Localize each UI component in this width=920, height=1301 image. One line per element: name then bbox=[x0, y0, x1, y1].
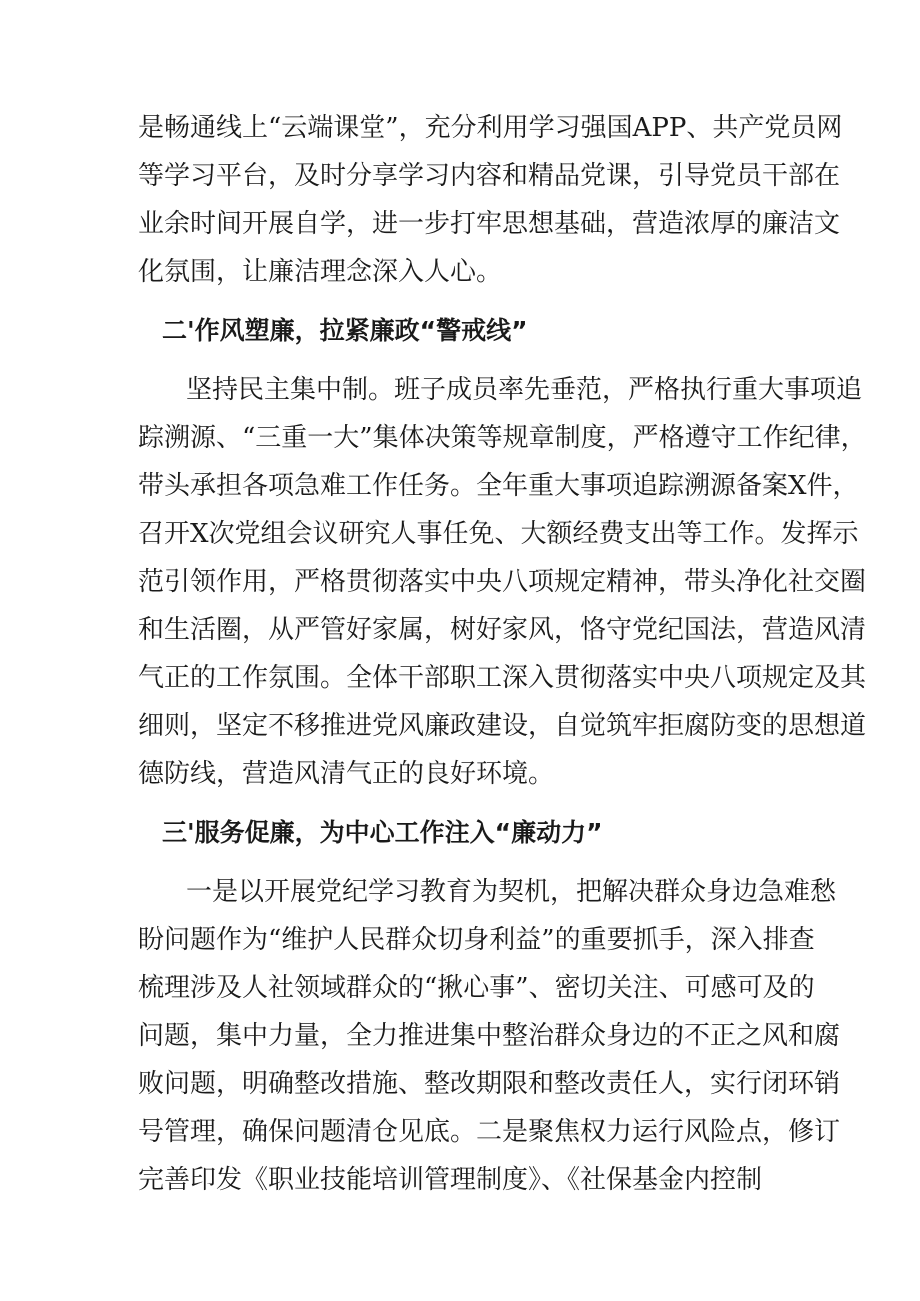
paragraph-line: 带头承担各项急难工作任务。全年重大事项追踪溯源备案X件， bbox=[138, 471, 859, 501]
paragraph-line: 范引领作用，严格贯彻落实中央八项规定精神，带头净化社交圈 bbox=[138, 567, 867, 597]
paragraph-line: 和生活圈，从严管好家属，树好家风，恪守党纪国法，营造风清 bbox=[138, 615, 867, 645]
paragraph-line: 盼问题作为“维护人民群众切身利益”的重要抓手，深入排查 bbox=[138, 925, 815, 955]
paragraph-1 bbox=[138, 104, 843, 296]
paragraph-line: 完善印发《职业技能培训管理制度》、《社保基金内控制 bbox=[138, 1165, 763, 1195]
paragraph-line: 召开X次党组会议研究人事任免、大额经费支出等工作。发挥示 bbox=[138, 519, 859, 549]
paragraph-line: 气正的工作氛围。全体干部职工深入贯彻落实中央八项规定及其 bbox=[138, 663, 867, 693]
paragraph-line: 踪溯源、“三重一大”集体决策等规章制度，严格遵守工作纪律， bbox=[138, 423, 867, 453]
paragraph-line: 问题，集中力量，全力推进集中整治群众身边的不正之风和腐 bbox=[138, 1021, 841, 1051]
paragraph-line: 梳理涉及人社领域群众的“揪心事”、密切关注、可感可及的 bbox=[138, 973, 815, 1003]
paragraph-2 bbox=[138, 366, 867, 798]
paragraph-line: 号管理，确保问题清仓见底。二是聚焦权力运行风险点，修订 bbox=[138, 1117, 841, 1147]
document-body bbox=[138, 104, 867, 1204]
section-heading-2: 二'作风塑廉，拉紧廉政“警戒线” bbox=[162, 316, 528, 345]
paragraph-line: 德防线，营造风清气正的良好环境。 bbox=[138, 759, 555, 789]
paragraph-line: 是畅通线上“云端课堂”，充分利用学习强国APP、共产党员网 bbox=[138, 113, 843, 143]
paragraph-line: 业余时间开展自学，进一步打牢思想基础，营造浓厚的廉洁文 bbox=[138, 209, 841, 239]
paragraph-line: 等学习平台，及时分享学习内容和精品党课，引导党员干部在 bbox=[138, 161, 841, 191]
paragraph-line: 坚持民主集中制。班子成员率先垂范，严格执行重大事项追 bbox=[186, 375, 863, 405]
paragraph-line: 败问题，明确整改措施、整改期限和整改责任人，实行闭环销 bbox=[138, 1069, 841, 1099]
paragraph-line: 化氛围，让廉洁理念深入人心。 bbox=[138, 257, 503, 287]
paragraph-line: 细则，坚定不移推进党风廉政建设，自觉筑牢拒腐防变的思想道 bbox=[138, 711, 867, 741]
section-heading-3: 三'服务促廉，为中心工作注入“廉动力” bbox=[162, 818, 603, 847]
paragraph-3 bbox=[138, 868, 841, 1204]
paragraph-line: 一是以开展党纪学习教育为契机，把解决群众身边急难愁 bbox=[186, 877, 837, 907]
